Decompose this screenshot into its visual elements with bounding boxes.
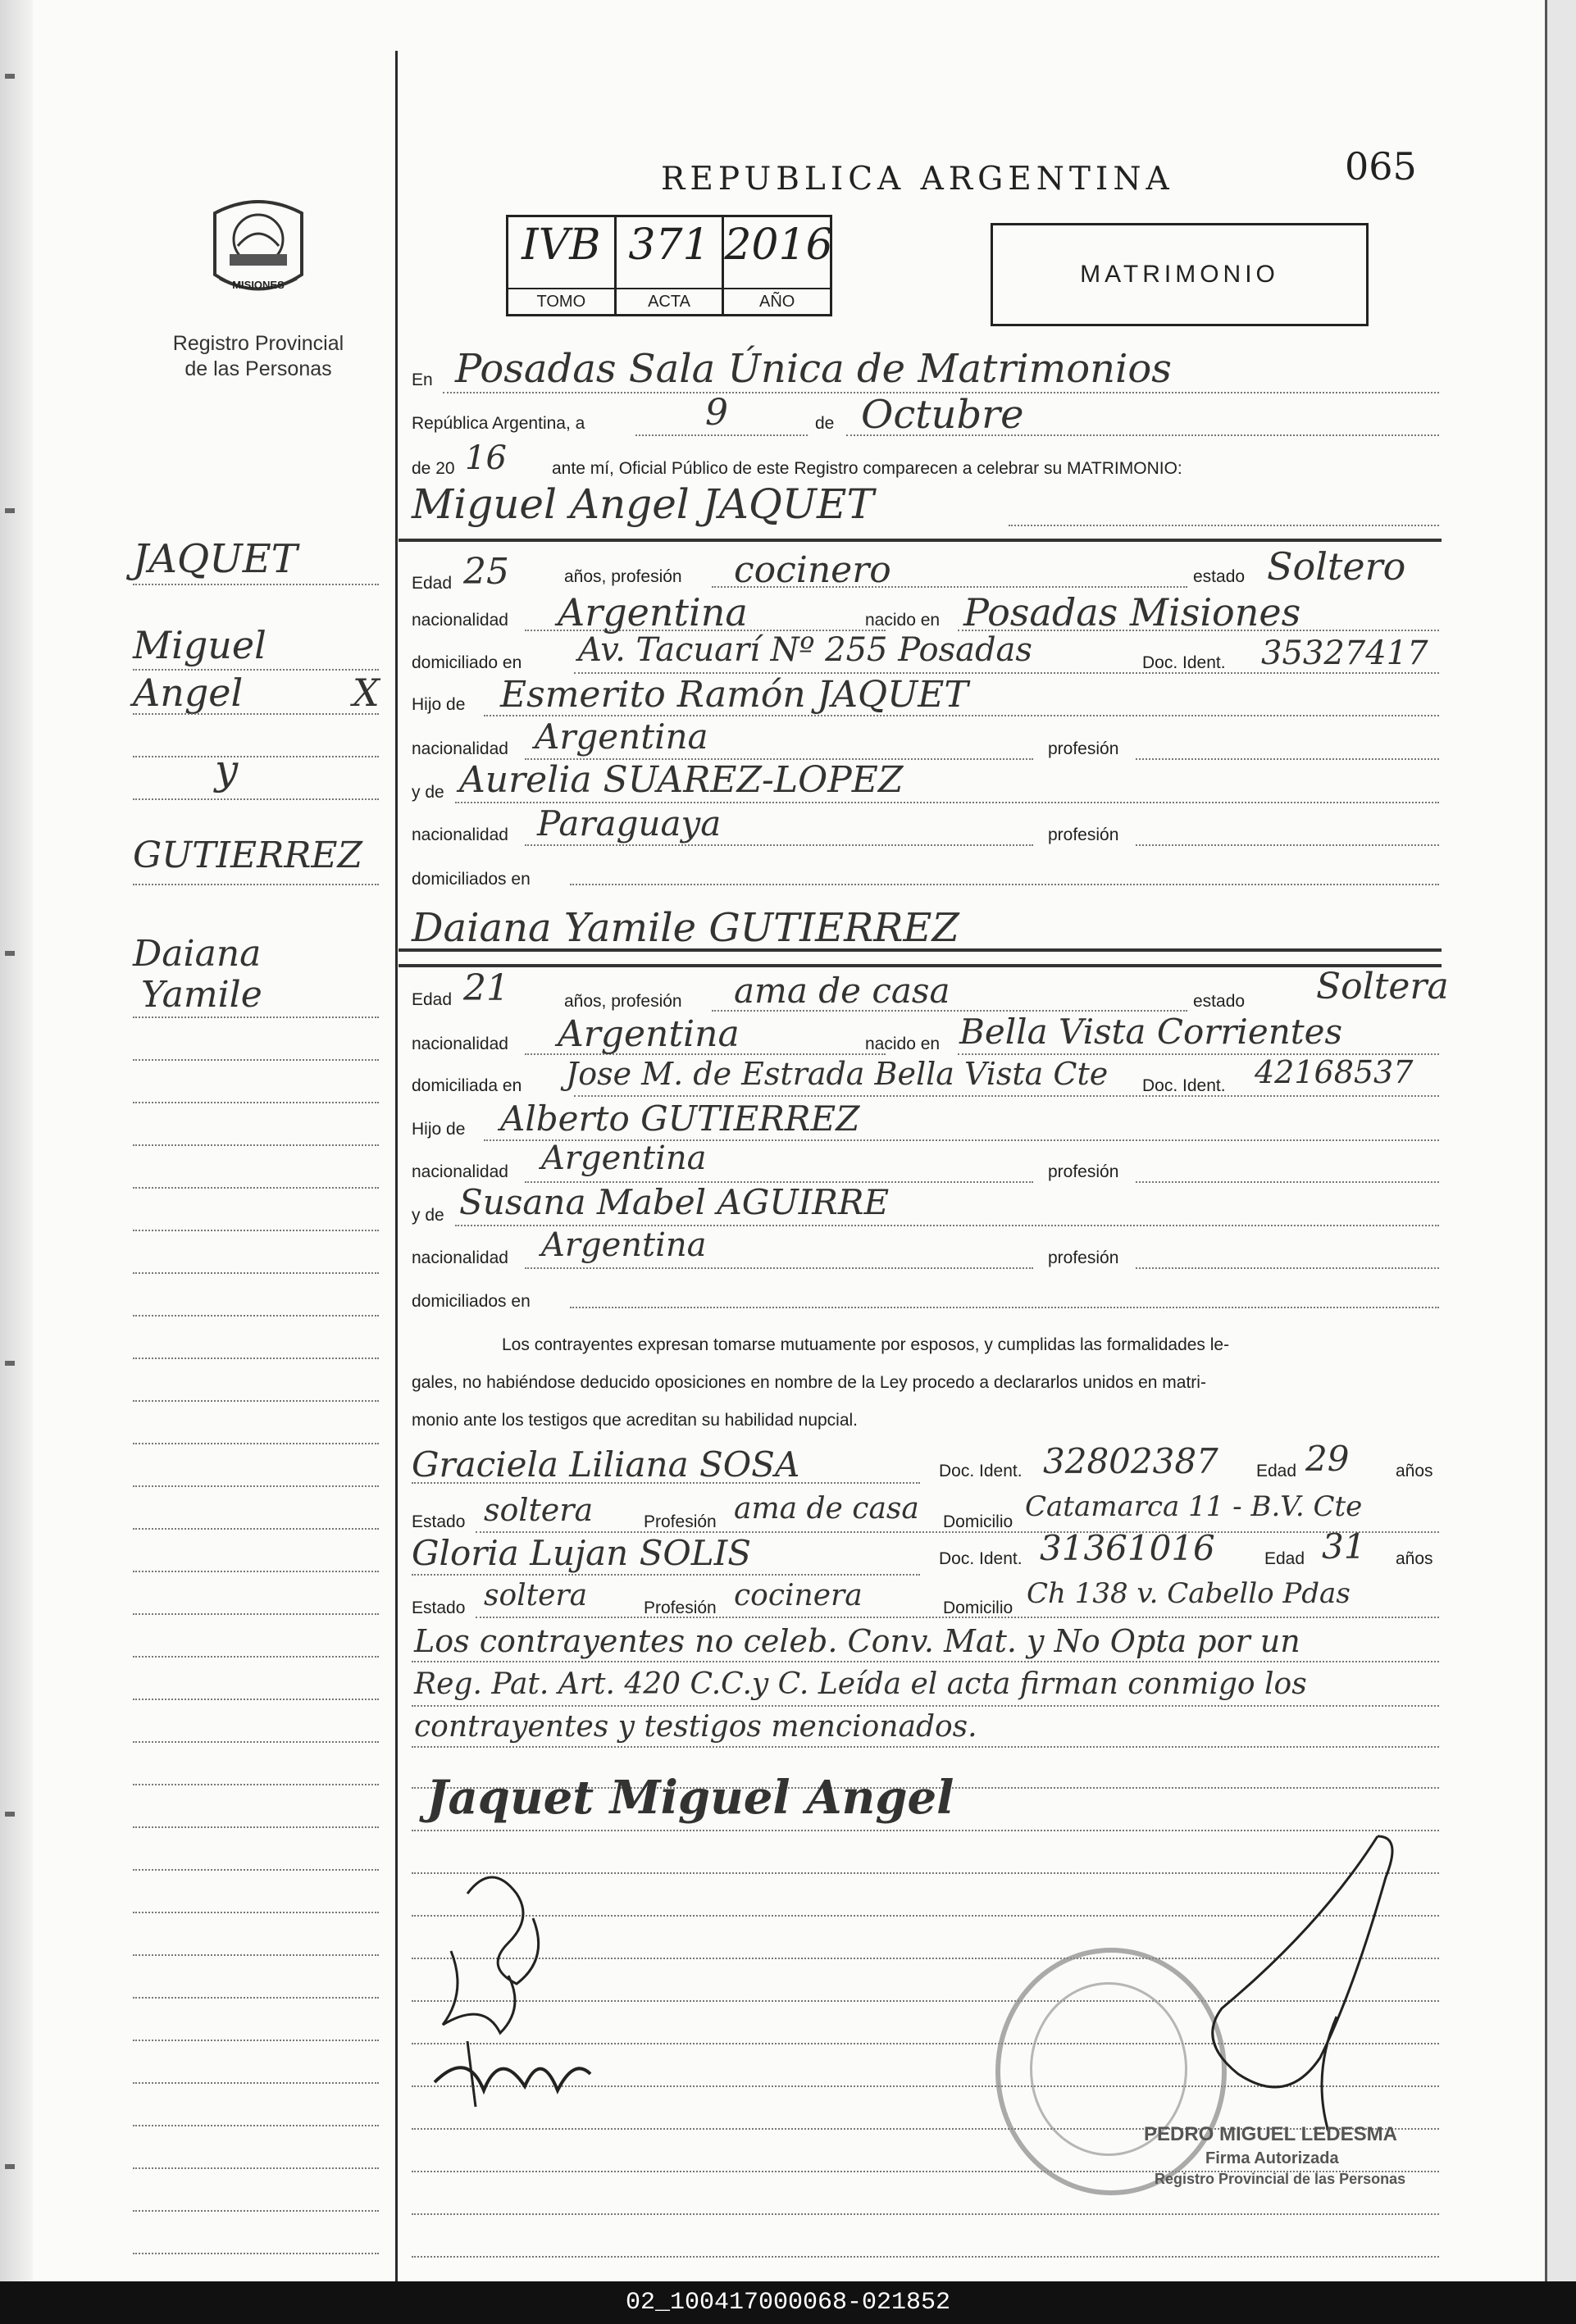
margin-rule [133, 1699, 379, 1700]
notes-rule3 [412, 1746, 1439, 1748]
margin-rule [133, 1869, 379, 1871]
notes-rule2 [412, 1705, 1439, 1707]
margin-rule [133, 1059, 379, 1061]
bride-fprof-line [1136, 1181, 1439, 1183]
groom-birthplace: Posadas Misiones [963, 590, 1301, 634]
bride-mother: Susana Mabel AGUIRRE [459, 1182, 890, 1222]
country-header: REPUBLICA ARGENTINA [661, 161, 1174, 198]
witness2-profesion-label: Profesión [644, 1599, 717, 1617]
logo-text: MISIONES [232, 279, 285, 291]
bride-yde-label: y de [412, 1206, 444, 1225]
witness1-estado-label: Estado [412, 1512, 466, 1531]
registry-name-line1: Registro Provincial [172, 332, 344, 355]
authority-office: Registro Provincial de las Personas [1155, 2171, 1406, 2187]
groom-fnac-label: nacionalidad [412, 739, 508, 758]
bride-nacido-label: nacido en [865, 1035, 941, 1053]
witness2-profession: cocinera [734, 1579, 863, 1612]
witness1-edad-label: Edad [1256, 1462, 1297, 1480]
margin-rule [133, 1230, 379, 1231]
margin-surname1: JAQUET [133, 536, 298, 582]
bride-father: Alberto GUTIERREZ [500, 1098, 860, 1139]
margin-rule [133, 2125, 379, 2126]
bride-fnac-label: nacionalidad [412, 1162, 508, 1181]
witness2-detail-line [476, 1617, 1439, 1618]
groom-profesion-label: años, profesión [564, 567, 682, 586]
witness1-doc: 32802387 [1043, 1441, 1218, 1481]
registration-box [506, 215, 832, 316]
witness2-name-line [412, 1574, 920, 1576]
bride-profesion-label: años, profesión [564, 992, 682, 1011]
bride-birthplace: Bella Vista Corrientes [959, 1012, 1343, 1052]
witness1-profession: ama de casa [734, 1492, 919, 1526]
margin-rule [133, 584, 379, 585]
signature-rule [412, 2213, 1439, 2215]
notes-rule1 [412, 1661, 1439, 1662]
margin-rule [133, 1741, 379, 1743]
witness1-domicilio-label: Domicilio [943, 1512, 1013, 1531]
groom-estado-label: estado [1193, 567, 1246, 586]
en-label: En [412, 371, 433, 389]
margin-rule [133, 713, 379, 715]
de-label: de [815, 414, 835, 433]
registry-name-line2: de las Personas [184, 357, 332, 380]
margin-rule [133, 1187, 379, 1189]
margin-rule [133, 1912, 379, 1913]
binding-hole [5, 1361, 15, 1366]
margin-rule [133, 2040, 379, 2041]
margin-rule [133, 1528, 379, 1530]
registry-name [139, 331, 377, 382]
bride-section-divider-2 [399, 964, 1442, 967]
margin-conj: y [215, 746, 239, 794]
margin-given2a: Daiana [133, 933, 262, 975]
groom-domiciliados-line [570, 884, 1439, 885]
bride-mother-nationality: Argentina [541, 1226, 707, 1264]
bride-edad-label: Edad [412, 990, 453, 1009]
bride-mprof-label: profesión [1048, 1248, 1119, 1267]
acta-cell [617, 217, 725, 314]
day-line [635, 434, 808, 436]
authority-name: PEDRO MIGUEL LEDESMA [1144, 2123, 1397, 2145]
witness2-anos-label: años [1396, 1549, 1433, 1568]
margin-divider [395, 51, 398, 2281]
bride-doc: 42168537 [1255, 1054, 1414, 1090]
binding-hole [5, 508, 15, 513]
bride-fprof-label: profesión [1048, 1162, 1119, 1181]
groom-section-divider-top [399, 539, 1442, 542]
scan-footer-id: 02_100417000068-021852 [0, 2281, 1576, 2324]
bride-hijo-label: Hijo de [412, 1120, 466, 1139]
margin-rule [133, 2082, 379, 2084]
groom-age: 25 [463, 551, 509, 593]
tomo-value: IVB [522, 221, 601, 270]
groom-mprof-label: profesión [1048, 825, 1119, 844]
groom-mnac-label: nacionalidad [412, 825, 508, 844]
margin-rule [133, 1613, 379, 1615]
declaration-paragraph [412, 1326, 1437, 1439]
witness1-address: Catamarca 11 - B.V. Cte [1025, 1490, 1363, 1523]
year-prefix: de 20 [412, 459, 455, 478]
margin-rule [133, 1571, 379, 1572]
margin-rule [133, 1144, 379, 1146]
witness2-age: 31 [1322, 1526, 1366, 1567]
tomo-cell [508, 217, 617, 314]
margin-rule [133, 1102, 379, 1103]
witness2-estado-label: Estado [412, 1599, 466, 1617]
groom-mother-nationality: Paraguaya [537, 803, 722, 844]
anio-label: AÑO [724, 288, 830, 314]
groom-father-nationality: Argentina [535, 716, 708, 757]
bride-age: 21 [463, 967, 509, 1009]
margin-given1a: Miguel [133, 623, 266, 667]
groom-profession: cocinero [734, 549, 891, 591]
bride-domiciliados-line [570, 1307, 1439, 1308]
groom-nationality: Argentina [558, 590, 748, 634]
bride-estado-label: estado [1193, 992, 1246, 1011]
place-value: Posadas Sala Única de Matrimonios [455, 346, 1172, 392]
binding-hole [5, 2164, 15, 2169]
margin-rule [133, 798, 379, 800]
signature-rule [412, 2256, 1439, 2258]
margin-rule [133, 2253, 379, 2254]
groom-dom-label: domiciliado en [412, 653, 522, 672]
notes-line1: Los contrayentes no celeb. Conv. Mat. y No Opta por un [414, 1623, 1300, 1659]
binding-hole [5, 1812, 15, 1817]
day-value: 9 [705, 392, 728, 434]
official-signature [1189, 1828, 1435, 2140]
bride-section-divider [399, 948, 1442, 952]
declaration-line3: monio ante los testigos que acreditan su habilidad nupcial. [412, 1411, 859, 1430]
margin-rule [133, 1272, 379, 1274]
anio-cell [724, 217, 833, 314]
act-type-box: MATRIMONIO [991, 223, 1369, 326]
witness1-name: Graciela Liliana SOSA [412, 1444, 800, 1485]
notes-line2: Reg. Pat. Art. 420 C.C.y C. Leída el acta firman conmigo los [414, 1667, 1307, 1701]
binding-hole [5, 951, 15, 956]
groom-civil-status: Soltero [1267, 544, 1406, 589]
witness2-domicilio-label: Domicilio [943, 1599, 1013, 1617]
groom-name-line [1009, 525, 1439, 526]
declaration-line1: Los contrayentes expresan tomarse mutuamente por esposos, y cumplidas las formalidades le- [502, 1335, 1230, 1354]
bride-address: Jose M. de Estrada Bella Vista Cte [566, 1056, 1109, 1092]
tomo-label: TOMO [508, 288, 614, 314]
notes-line3: contrayentes y testigos mencionados. [414, 1710, 977, 1744]
margin-rule [133, 1016, 379, 1018]
margin-rule [133, 1400, 379, 1402]
authority-title: Firma Autorizada [1205, 2149, 1339, 2167]
acta-value: 371 [628, 221, 710, 270]
bride-dom-label: domiciliada en [412, 1076, 522, 1095]
groom-nacido-label: nacido en [865, 611, 941, 630]
binding-edge [0, 0, 33, 2281]
anio-value: 2016 [724, 221, 833, 270]
groom-doc-label: Doc. Ident. [1142, 653, 1226, 672]
margin-rule [133, 1954, 379, 1956]
folio-number: 065 [1345, 144, 1417, 189]
witness-signatures [418, 1844, 631, 2123]
groom-full-name: Miguel Angel JAQUET [412, 480, 874, 528]
binding-hole [5, 74, 15, 79]
witness2-name: Gloria Lujan SOLIS [412, 1533, 752, 1573]
witness1-civil-status: soltera [484, 1492, 594, 1528]
month-value: Octubre [861, 392, 1024, 438]
groom-doc: 35327417 [1261, 634, 1428, 672]
margin-rule [133, 2210, 379, 2212]
groom-mprof-line [1136, 844, 1439, 846]
bride-nationality: Argentina [558, 1013, 740, 1055]
groom-father: Esmerito Ramón JAQUET [500, 674, 968, 716]
margin-rule [133, 1656, 379, 1658]
bride-domiciliados-label: domiciliados en [412, 1292, 531, 1311]
margin-rule [133, 2167, 379, 2169]
year-suffix: 16 [465, 439, 507, 477]
bride-father-nationality: Argentina [541, 1139, 707, 1177]
margin-rule [133, 1315, 379, 1317]
bride-doc-label: Doc. Ident. [1142, 1076, 1226, 1095]
declaration-line2: gales, no habiéndose deducido oposiciones en nombre de la Ley procedo a declararlos unidos en matri- [412, 1373, 1206, 1392]
bride-dom-line [574, 1095, 1439, 1097]
groom-nac-label: nacionalidad [412, 611, 508, 630]
margin-given1b: Angel [133, 671, 244, 715]
witness2-edad-label: Edad [1264, 1549, 1305, 1568]
groom-edad-label: Edad [412, 574, 453, 593]
bride-civil-status: Soltera [1316, 966, 1449, 1007]
witness2-address: Ch 138 v. Cabello Pdas [1027, 1577, 1351, 1610]
margin-rule [133, 1485, 379, 1487]
margin-rule [133, 1784, 379, 1785]
witness1-name-line [412, 1482, 920, 1484]
groom-fprof-label: profesión [1048, 739, 1119, 758]
witness1-profesion-label: Profesión [644, 1512, 717, 1531]
republica-label: República Argentina, a [412, 414, 585, 433]
intro-statement: ante mí, Oficial Público de este Registro comparecen a celebrar su MATRIMONIO: [552, 459, 1182, 478]
margin-rule [133, 756, 379, 757]
witness1-anos-label: años [1396, 1462, 1433, 1480]
groom-domiciliados-label: domiciliados en [412, 870, 531, 889]
groom-fprof-line [1136, 758, 1439, 760]
right-page-edge [1545, 0, 1576, 2281]
bride-full-name: Daiana Yamile GUTIERREZ [412, 905, 959, 951]
bride-mnac-label: nacionalidad [412, 1248, 508, 1267]
groom-hijo-label: Hijo de [412, 695, 466, 714]
margin-mark: X [353, 671, 380, 715]
margin-rule [133, 1826, 379, 1828]
groom-address: Av. Tacuarí Nº 255 Posadas [578, 631, 1032, 669]
groom-signature: Jaquet Miguel Angel [426, 1771, 954, 1825]
acta-label: ACTA [617, 288, 722, 314]
margin-rule [133, 884, 379, 885]
margin-rule [133, 1443, 379, 1444]
bride-profession: ama de casa [734, 971, 950, 1011]
witness1-age: 29 [1305, 1439, 1350, 1479]
witness2-doc-label: Doc. Ident. [939, 1549, 1023, 1568]
groom-yde-label: y de [412, 783, 444, 802]
bride-nac-label: nacionalidad [412, 1035, 508, 1053]
margin-given2b: Yamile [141, 974, 262, 1016]
witness1-doc-label: Doc. Ident. [939, 1462, 1023, 1480]
groom-mnac-line [525, 844, 1033, 846]
margin-rule [133, 1358, 379, 1359]
witness2-civil-status: soltera [484, 1579, 588, 1612]
provincial-seal-logo [205, 197, 312, 312]
bride-mnac-line [525, 1267, 1033, 1269]
groom-mother: Aurelia SUAREZ-LOPEZ [459, 759, 904, 801]
margin-surname2: GUTIERREZ [133, 835, 363, 876]
bride-mprof-line [1136, 1267, 1439, 1269]
witness2-doc: 31361016 [1040, 1528, 1215, 1568]
margin-rule [133, 1997, 379, 1999]
